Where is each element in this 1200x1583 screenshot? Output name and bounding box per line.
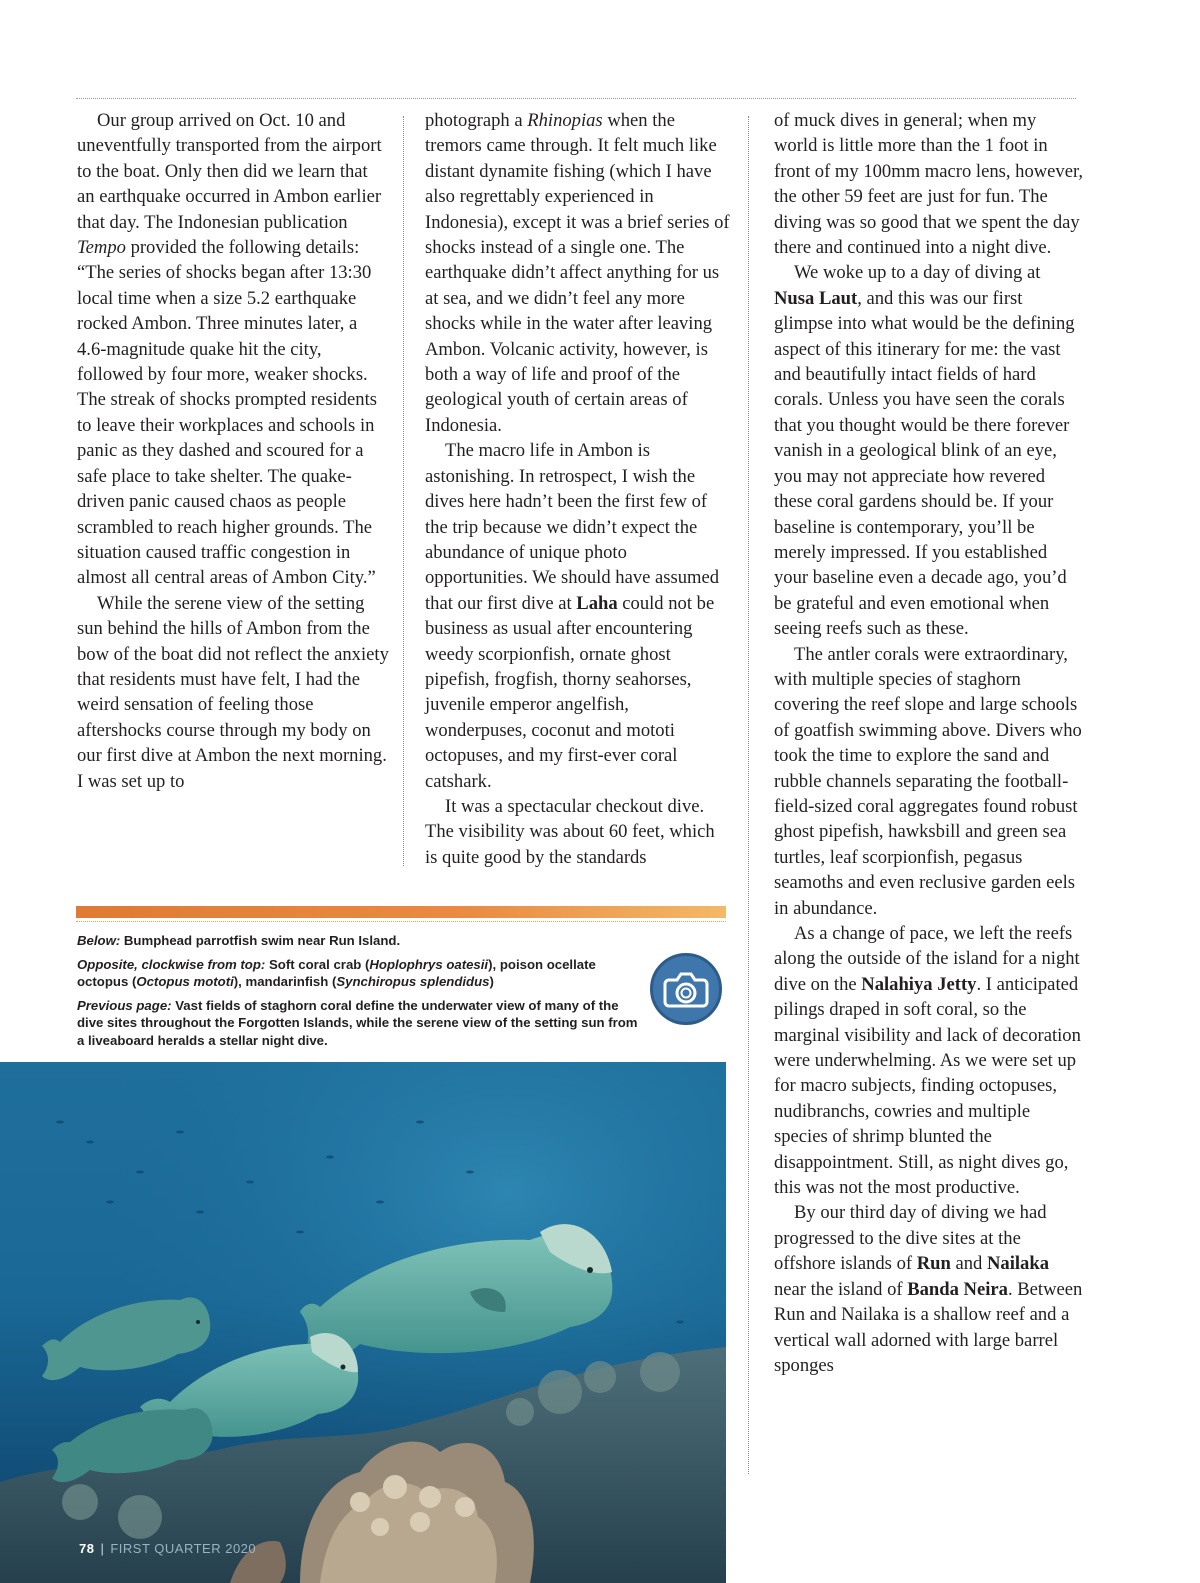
species-name: Synchiropus splendidus [336,974,490,989]
caption-text: Bumphead parrotfish swim near Run Island. [120,933,401,948]
species-name: Rhinopias [527,110,603,131]
camera-badge [650,953,722,1025]
page-footer [79,1541,256,1556]
text-run: photograph a [425,110,528,131]
dive-site-name: Nailaka [987,1253,1049,1275]
text-run: It was a spectacular checkout dive. The visibility was about 60 feet, which is quite good by the standards [425,795,715,868]
caption-text: ), poison ocellate octopus ( [77,956,596,989]
caption-label: Previous page: [77,997,172,1013]
caption-text: ) [489,974,494,989]
column-divider [403,116,404,866]
text-run: As a change of pace, we left the reefs along the outside of the island for a night dive on the [774,923,1080,995]
caption-below [77,932,642,950]
footer-separator: | [100,1541,105,1556]
species-name: Hoplophrys oatesii [369,956,489,972]
paragraph [774,108,1084,260]
article-column-2 [425,108,730,870]
paragraph [774,642,1084,921]
text-run: , and this was our first glimpse into what would be the defining aspect of this itinerary for me: the vast and beautifully intact fields of hard corals. Unless you have seen the corals that you thought would be there forever vanish in a geological blink of an eye, you may not appreciate how revered these coral gardens should be. If your baseline is contemporary, you’ll be merely impressed. If you established your baseline even a decade ago, you’d be grateful and even emotional when seeing reefs such as these. [774,287,1075,640]
paragraph [425,794,730,870]
top-dotted-rule [76,98,1076,99]
caption-opposite [77,956,642,991]
text-run: The macro life in Ambon is astonishing. In retrospect, I wish the dives here hadn’t been the first few of the trip because we didn’t expect the abundance of unique photo opportunities. We should have assumed that our first dive at [425,440,720,614]
dive-site-name: Run [916,1253,951,1275]
parrotfish-photo [0,1062,726,1583]
publication-name: Tempo [77,237,126,259]
article-column-1 [77,108,389,794]
column-divider [748,116,749,1474]
dive-site-name: Laha [576,592,618,614]
paragraph [774,921,1084,1200]
caption-label: Opposite, clockwise from top: [77,956,266,972]
text-run: We woke up to a day of diving at [794,262,1041,284]
text-run: . Between Run and Nailaka is a shallow reef and a vertical wall adorned with large barrel sponges [774,1278,1083,1376]
paragraph [425,108,730,438]
photo-captions [77,932,642,1055]
species-name: Octopus mototi [136,974,234,989]
caption-text: Soft coral crab ( [265,956,370,972]
paragraph [774,260,1084,641]
dive-site-name: Banda Neira [907,1278,1008,1300]
text-run: Our group arrived on Oct. 10 and uneventfully transported from the airport to the boat. Only then did we learn that an earthquake occurred in Ambon earlier that day. The Indonesian publication [77,110,382,233]
issue-label: FIRST QUARTER 2020 [110,1541,257,1556]
dive-site-name: Nusa Laut [774,287,858,309]
text-run: of muck dives in general; when my world is little more than the 1 foot in front of my 100mm macro lens, however, the other 59 feet are just for fun. The diving was so good that we spent the day there and continued into a night dive. [774,110,1084,259]
text-run: near the island of [774,1278,908,1300]
caption-label: Below: [77,933,121,948]
page-number: 78 [79,1541,95,1556]
orange-accent-bar [76,906,726,918]
text-run: could not be business as usual after encountering weedy scorpionfish, ornate ghost pipefish, frogfish, thorny seahorses, juvenile emperor angelfish, wonderpuses, coconut and mototi octopuses, and my first-ever coral catshark. [425,592,715,792]
camera-icon [653,956,719,1022]
text-run: when the tremors came through. It felt much like distant dynamite fishing (which I have also regrettably experienced in Indonesia), except it was a brief series of shocks instead of a single one. The earthquake didn’t affect anything for us at sea, and we didn’t feel any more shocks while in the water after leaving Ambon. Volcanic activity, however, is both a way of life and proof of the geological youth of certain areas of Indonesia. [425,110,730,436]
text-run: provided the following details: “The series of shocks began after 13:30 local time when a size 5.2 earthquake rocked Ambon. Three minutes later, a 4.6-magnitude quake hit the city, followed by four more, weaker shocks. The streak of shocks prompted residents to leave their workplaces and schools in panic as they dashed and scoured for a safe place to take shelter. The quake-driven panic caused chaos as people scrambled to reach higher grounds. The situation caused traffic congestion in almost all central areas of Ambon City.” [77,237,378,589]
paragraph [77,108,389,591]
text-run: and [950,1253,987,1275]
paragraph [774,1200,1084,1378]
text-run: While the serene view of the setting sun behind the hills of Ambon from the bow of the boat did not reflect the anxiety that residents must have felt, I had the weird sensation of feeling those aftershocks course through my body on our first dive at Ambon the next morning. I was set up to [77,592,389,792]
caption-text: Vast fields of staghorn coral define the underwater view of many of the dive sites throughout the Forgotten Islands, while the serene view of the setting sun from a liveaboard heralds a stellar night dive. [77,997,638,1048]
text-run: The antler corals were extraordinary, with multiple species of staghorn covering the reef slope and large schools of goatfish swimming above. Divers who took the time to explore the sand and rubble channels separating the football-field-sized coral aggregates found robust ghost pipefish, hawksbill and green sea turtles, leaf scorpionfish, pegasus seamoths and even reclusive garden eels in abundance. [774,643,1082,919]
text-run: By our third day of diving we had progressed to the dive sites at the offshore islands of [774,1202,1047,1275]
text-run: . I anticipated pilings draped in soft coral, so the marginal visibility and lack of decoration were underwhelming. As we were set up for macro subjects, finding octopuses, nudibranchs, cowries and multiple species of shrimp blunted the disappointment. Still, as night dives go, this was not the most productive. [774,973,1081,1199]
caption-previous [77,997,642,1050]
underwater-scene [0,1062,726,1583]
caption-text: ), mandarinfish ( [233,974,337,989]
paragraph [425,438,730,794]
dive-site-name: Nalahiya Jetty [861,973,977,995]
paragraph [77,591,389,794]
article-column-3 [774,108,1084,1378]
